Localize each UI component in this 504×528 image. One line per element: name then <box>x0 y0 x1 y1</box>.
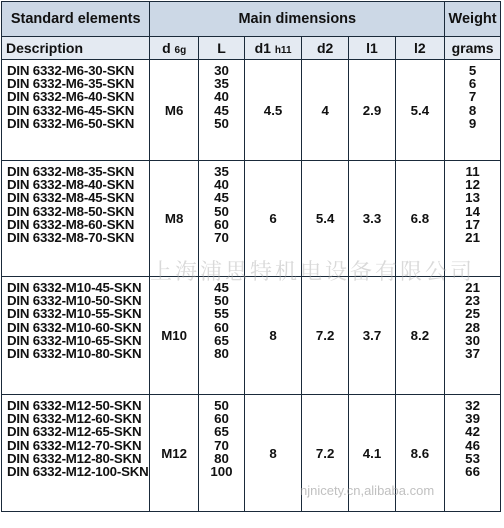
length-cell <box>198 60 244 161</box>
col-d <box>150 37 198 60</box>
l2-value: 6.8 <box>395 161 445 277</box>
length-value: 80 <box>214 450 229 466</box>
weight-value: 32 <box>465 398 480 413</box>
weight-value: 14 <box>465 203 480 219</box>
header-row <box>2 2 501 37</box>
length-value: 40 <box>214 177 229 193</box>
weight-value: 23 <box>465 293 480 309</box>
col-L: L <box>198 37 244 60</box>
weight-cell <box>445 395 501 512</box>
length-value: 60 <box>214 216 229 232</box>
weight-value: 17 <box>465 216 480 232</box>
header-main-dimensions: Main dimensions <box>150 2 445 37</box>
list-item: DIN 6332-M12-70-SKN <box>7 437 142 453</box>
subheader-row <box>2 37 501 60</box>
list-item: DIN 6332-M10-65-SKN <box>7 332 142 348</box>
d2-value: 7.2 <box>301 395 348 512</box>
group-row-m8 <box>2 161 501 277</box>
col-d-tolerance: 6g <box>174 45 187 56</box>
list-item: DIN 6332-M8-60-SKN <box>7 216 135 232</box>
list-item: DIN 6332-M8-45-SKN <box>7 190 135 206</box>
length-value: 70 <box>214 437 229 453</box>
col-d2: d2 <box>301 37 348 60</box>
weight-cell <box>445 161 501 277</box>
d1-value: 8 <box>245 395 302 512</box>
col-d-label: d <box>162 40 171 56</box>
weight-value: 6 <box>468 76 477 92</box>
list-item: DIN 6332-M6-50-SKN <box>7 115 135 131</box>
weight-value: 13 <box>465 190 480 206</box>
length-value: 50 <box>214 293 229 309</box>
length-value: 50 <box>214 115 229 131</box>
thread-size: M8 <box>150 161 198 277</box>
length-value: 60 <box>214 411 229 427</box>
d2-value: 7.2 <box>301 277 348 395</box>
list-item: DIN 6332-M10-60-SKN <box>7 319 142 335</box>
list-item: DIN 6332-M12-60-SKN <box>7 411 142 427</box>
weight-value: 42 <box>465 424 480 440</box>
length-cell <box>198 277 244 395</box>
weight-value: 12 <box>465 177 480 193</box>
length-value: 35 <box>214 76 229 92</box>
col-d1-tolerance: h11 <box>274 45 292 56</box>
description-cell <box>2 60 150 161</box>
length-value: 60 <box>214 319 229 335</box>
weight-value: 21 <box>465 280 480 295</box>
length-value: 65 <box>214 332 229 348</box>
weight-value: 28 <box>465 319 480 335</box>
list-item: DIN 6332-M12-80-SKN <box>7 450 142 466</box>
list-item: DIN 6332-M6-40-SKN <box>7 89 135 105</box>
length-cell <box>198 395 244 512</box>
length-value: 35 <box>214 164 229 179</box>
weight-value: 11 <box>465 164 480 179</box>
length-value: 65 <box>214 424 229 440</box>
l1-value: 3.3 <box>349 161 395 277</box>
group-row-m10 <box>2 277 501 395</box>
list-item: DIN 6332-M10-45-SKN <box>7 280 142 295</box>
group-row-m12 <box>2 395 501 512</box>
list-item: DIN 6332-M12-100-SKN <box>7 463 149 479</box>
col-description: Description <box>2 37 150 60</box>
length-value: 50 <box>214 203 229 219</box>
col-d1 <box>245 37 302 60</box>
list-item: DIN 6332-M10-80-SKN <box>7 345 142 361</box>
dimensions-table <box>1 1 501 512</box>
list-item: DIN 6332-M12-50-SKN <box>7 398 142 413</box>
length-value: 30 <box>214 63 229 78</box>
list-item: DIN 6332-M8-40-SKN <box>7 177 135 193</box>
list-item: DIN 6332-M10-50-SKN <box>7 293 142 309</box>
header-weight: Weight <box>445 2 501 37</box>
list-item: DIN 6332-M10-55-SKN <box>7 306 142 322</box>
weight-value: 30 <box>465 332 480 348</box>
weight-cell <box>445 60 501 161</box>
l1-value: 2.9 <box>349 60 395 161</box>
thread-size: M12 <box>150 395 198 512</box>
d1-value: 8 <box>245 277 302 395</box>
length-cell <box>198 161 244 277</box>
length-value: 40 <box>214 89 229 105</box>
length-value: 70 <box>214 229 229 245</box>
col-l2: l2 <box>395 37 445 60</box>
list-item: DIN 6332-M6-45-SKN <box>7 102 135 118</box>
weight-cell <box>445 277 501 395</box>
d1-value: 4.5 <box>245 60 302 161</box>
list-item: DIN 6332-M8-35-SKN <box>7 164 135 179</box>
watermark-company: 上海浦思特机电设备有限公司 <box>150 259 476 284</box>
description-cell <box>2 277 150 395</box>
thread-size: M6 <box>150 60 198 161</box>
description-cell <box>2 395 150 512</box>
l2-value: 8.6 <box>395 395 445 512</box>
length-value: 100 <box>210 463 233 479</box>
weight-value: 8 <box>468 102 477 118</box>
weight-value: 21 <box>465 229 480 245</box>
weight-value: 5 <box>468 63 477 78</box>
l2-value: 8.2 <box>395 277 445 395</box>
l1-value: 3.7 <box>349 277 395 395</box>
weight-value: 7 <box>468 89 477 105</box>
header-standard-elements: Standard elements <box>2 2 150 37</box>
length-value: 55 <box>214 306 229 322</box>
weight-value: 9 <box>468 115 477 131</box>
description-cell <box>2 161 150 277</box>
list-item: DIN 6332-M8-70-SKN <box>7 229 135 245</box>
list-item: DIN 6332-M6-30-SKN <box>7 63 135 78</box>
list-item: DIN 6332-M8-50-SKN <box>7 203 135 219</box>
length-value: 45 <box>214 102 229 118</box>
weight-value: 53 <box>465 450 480 466</box>
l1-value: 4.1 <box>349 395 395 512</box>
weight-value: 66 <box>465 463 480 479</box>
d2-value: 5.4 <box>301 161 348 277</box>
weight-value: 25 <box>465 306 480 322</box>
thread-size: M10 <box>150 277 198 395</box>
weight-value: 46 <box>465 437 480 453</box>
group-row-m6 <box>2 60 501 161</box>
length-value: 45 <box>214 190 229 206</box>
length-value: 50 <box>214 398 229 413</box>
d1-value: 6 <box>245 161 302 277</box>
l2-value: 5.4 <box>395 60 445 161</box>
length-value: 45 <box>214 280 229 295</box>
list-item: DIN 6332-M12-65-SKN <box>7 424 142 440</box>
weight-value: 39 <box>465 411 480 427</box>
col-l1: l1 <box>349 37 395 60</box>
weight-value: 37 <box>465 345 480 361</box>
length-value: 80 <box>214 345 229 361</box>
d2-value: 4 <box>301 60 348 161</box>
col-d1-label: d1 <box>254 40 271 56</box>
list-item: DIN 6332-M6-35-SKN <box>7 76 135 92</box>
watermark-url: njnicety.cn,alibaba.com <box>300 483 435 498</box>
col-grams: grams <box>445 37 501 60</box>
